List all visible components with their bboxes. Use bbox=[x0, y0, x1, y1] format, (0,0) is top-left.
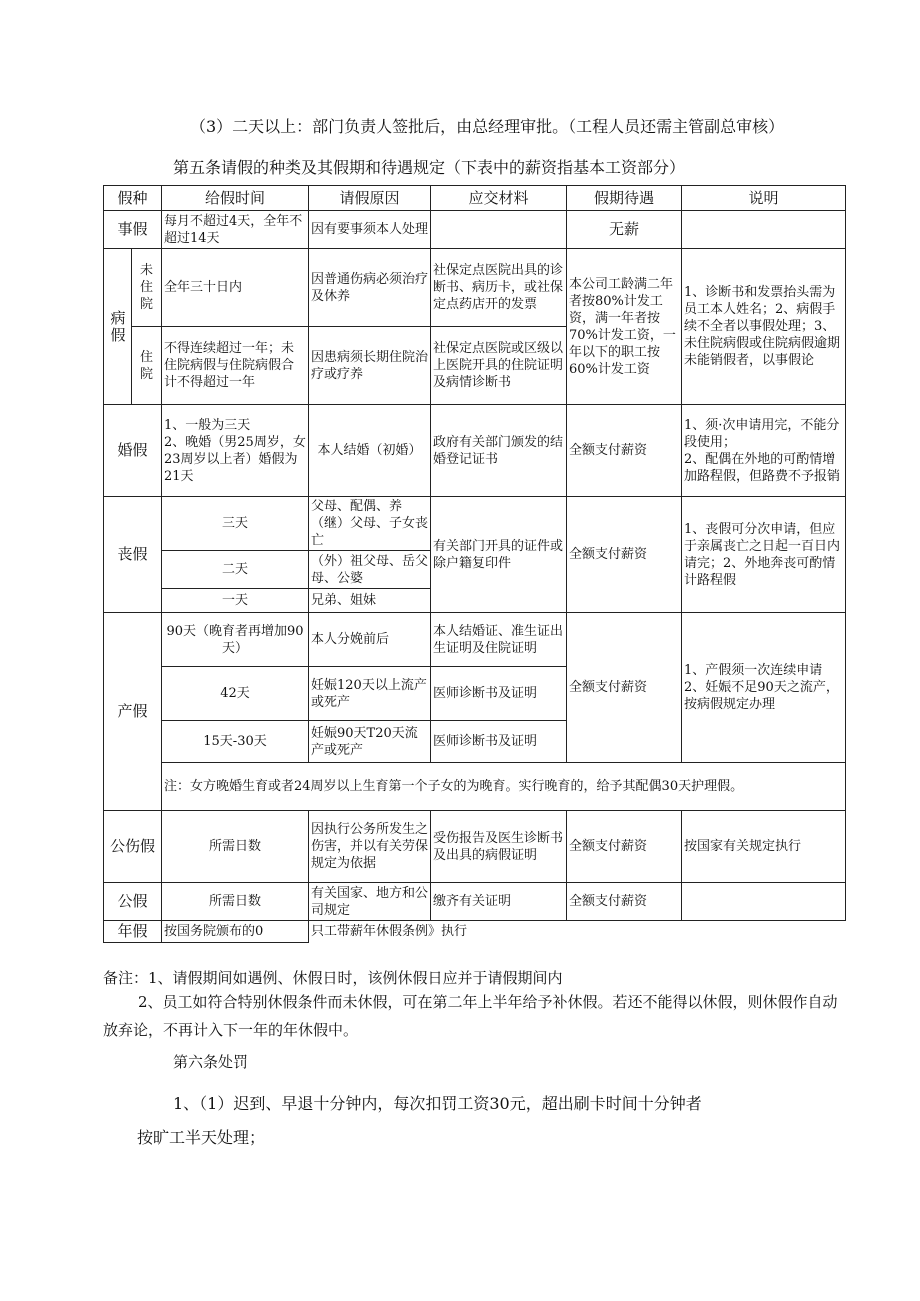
sick-sub1-label: 未住院 bbox=[139, 263, 153, 312]
leave-material: 医师诊断书及证明 bbox=[431, 667, 567, 721]
remark-1: 备注：1、请假期间如遇例、休假日时，该例休假日应并于请假期间内 bbox=[103, 969, 563, 987]
penalty-cont: 按旷工半天处理； bbox=[137, 1128, 266, 1147]
header-reason: 请假原因 bbox=[309, 186, 431, 211]
header-note: 说明 bbox=[682, 186, 846, 211]
leave-time: 全年三十日内 bbox=[162, 249, 309, 327]
leave-type: 公假 bbox=[104, 883, 162, 921]
sick-subtype bbox=[132, 327, 162, 405]
section6-title: 第六条处罚 bbox=[173, 1053, 249, 1071]
leave-material: 受伤报告及医生诊断书及出具的病假证明 bbox=[431, 811, 567, 883]
leave-note: 按国家有关规定执行 bbox=[682, 811, 846, 883]
leave-note: 1、产假须一次连续申请 2、妊娠不足90天之流产，按病假规定办理 bbox=[682, 613, 846, 763]
leave-type: 产假 bbox=[104, 613, 162, 811]
section5-title: 第五条请假的种类及其假期和待遇规定（下表中的薪资指基本工资部分） bbox=[173, 158, 686, 177]
leave-reason: 妊娠120天以上流产或死产 bbox=[309, 667, 431, 721]
leave-reason: 父母、配偶、养（继）父母、子女丧亡 bbox=[309, 497, 431, 551]
leave-time: 二天 bbox=[162, 551, 309, 589]
table-row bbox=[104, 613, 846, 667]
leave-pay: 无薪 bbox=[567, 211, 682, 249]
leave-note: 1、须·次申请用完，不能分段使用； 2、配偶在外地的可酌情增加路程假，但路费不予报销 bbox=[682, 405, 846, 497]
leave-material: 缴齐有关证明 bbox=[431, 883, 567, 921]
sick-type-label: 病假 bbox=[110, 308, 126, 344]
header-type: 假种 bbox=[104, 186, 162, 211]
header-material: 应交材料 bbox=[431, 186, 567, 211]
leave-time: 1、一般为三天 2、晚婚（男25周岁，女23周岁以上者）婚假为21天 bbox=[162, 405, 309, 497]
leave-reason: 本人结婚（初婚） bbox=[309, 405, 431, 497]
leave-reason: 本人分娩前后 bbox=[309, 613, 431, 667]
leave-note: 1、诊断书和发票抬头需为员工本人姓名；2、病假手续不全者以事假处理；3、未住院病假或住院病假逾期未能销假者，以事假论 bbox=[682, 249, 846, 405]
leave-time: 所需日数 bbox=[162, 811, 309, 883]
leave-type: 丧假 bbox=[104, 497, 162, 613]
leave-reason: 因患病须长期住院治疗或疗养 bbox=[309, 327, 431, 405]
leave-table-body bbox=[103, 185, 846, 943]
maternity-footnote: 注：女方晚婚生育或者24周岁以上生育第一个子女的为晚育。实行晚育的，给予其配偶30天护理假。 bbox=[162, 763, 846, 811]
leave-type: 年假 bbox=[104, 921, 162, 943]
leave-pay: 本公司工龄满二年者按80%计发工资，满一年者按70%计发工资，一年以下的职工按60%计发工资 bbox=[567, 249, 682, 405]
table-row bbox=[104, 497, 846, 551]
table-row bbox=[104, 811, 846, 883]
leave-pay: 全额支付薪资 bbox=[567, 497, 682, 613]
leave-type bbox=[104, 249, 132, 405]
remark-2: 2、员工如符合特别休假条件而未休假，可在第二年上半年给予补休假。若还不能得以休假，则休假作自动放弃论，不再计入下一年的年休假中。 bbox=[103, 993, 838, 1039]
leave-reason: 妊娠90天T20天流产或死产 bbox=[309, 721, 431, 763]
annual-rest: 只工带薪年休假条例》执行 bbox=[309, 921, 846, 943]
leave-time: 按国务院颁布的0 bbox=[162, 921, 309, 943]
leave-material: 政府有关部门颁发的结婚登记证书 bbox=[431, 405, 567, 497]
table-row bbox=[104, 883, 846, 921]
leave-material: 社保定点医院出具的诊断书、病历卡，或社保定点药店开的发票 bbox=[431, 249, 567, 327]
leave-pay: 全额支付薪资 bbox=[567, 405, 682, 497]
leave-material bbox=[431, 211, 567, 249]
leave-material: 有关部门开具的证件或除户籍复印件 bbox=[431, 497, 567, 613]
leave-reason: 有关国家、地方和公司规定 bbox=[309, 883, 431, 921]
table-header-row bbox=[104, 186, 846, 211]
leave-time: 42天 bbox=[162, 667, 309, 721]
intro-line: （3）二天以上：部门负责人签批后，由总经理审批。（工程人员还需主管副总审核） bbox=[190, 117, 785, 136]
leave-pay: 全额支付薪资 bbox=[567, 613, 682, 763]
leave-time: 三天 bbox=[162, 497, 309, 551]
table-row bbox=[104, 249, 846, 327]
leave-pay: 全额支付薪资 bbox=[567, 883, 682, 921]
table-row bbox=[104, 763, 846, 811]
leave-material: 本人结婚证、准生证出生证明及住院证明 bbox=[431, 613, 567, 667]
header-pay: 假期待遇 bbox=[567, 186, 682, 211]
leave-time: 不得连续超过一年；未住院病假与住院病假合计不得超过一年 bbox=[162, 327, 309, 405]
leave-reason: 兄弟、姐妹 bbox=[309, 589, 431, 613]
leave-time: 每月不超过4天，全年不超过14天 bbox=[162, 211, 309, 249]
leave-note bbox=[682, 883, 846, 921]
leave-note: 1、丧假可分次申请，但应于亲属丧亡之日起一百日内请完；2、外地奔丧可酌情计路程假 bbox=[682, 497, 846, 613]
leave-reason: 因执行公务所发生之伤害，并以有关劳保规定为依据 bbox=[309, 811, 431, 883]
sick-sub2-label: 住院 bbox=[139, 349, 153, 382]
table-row bbox=[104, 921, 846, 943]
leave-type: 婚假 bbox=[104, 405, 162, 497]
leave-time: 所需日数 bbox=[162, 883, 309, 921]
leave-reason: 因普通伤病必须治疗及休养 bbox=[309, 249, 431, 327]
leave-type: 公伤假 bbox=[104, 811, 162, 883]
sick-subtype bbox=[132, 249, 162, 327]
leave-material: 社保定点医院或区级以上医院开具的住院证明及病情诊断书 bbox=[431, 327, 567, 405]
leave-time: 90天（晚育者再增加90天） bbox=[162, 613, 309, 667]
leave-note bbox=[682, 211, 846, 249]
leave-pay: 全额支付薪资 bbox=[567, 811, 682, 883]
header-time: 给假时间 bbox=[162, 186, 309, 211]
penalty-line: 1、（1）迟到、早退十分钟内，每次扣罚工资30元，超出刷卡时间十分钟者 bbox=[173, 1094, 702, 1113]
leave-type: 事假 bbox=[104, 211, 162, 249]
leave-material: 医师诊断书及证明 bbox=[431, 721, 567, 763]
table-row bbox=[104, 405, 846, 497]
leave-time: 15天-30天 bbox=[162, 721, 309, 763]
leave-time: 一天 bbox=[162, 589, 309, 613]
leave-reason: 因有要事须本人处理 bbox=[309, 211, 431, 249]
table-row bbox=[104, 211, 846, 249]
leave-reason: （外）祖父母、岳父母、公婆 bbox=[309, 551, 431, 589]
